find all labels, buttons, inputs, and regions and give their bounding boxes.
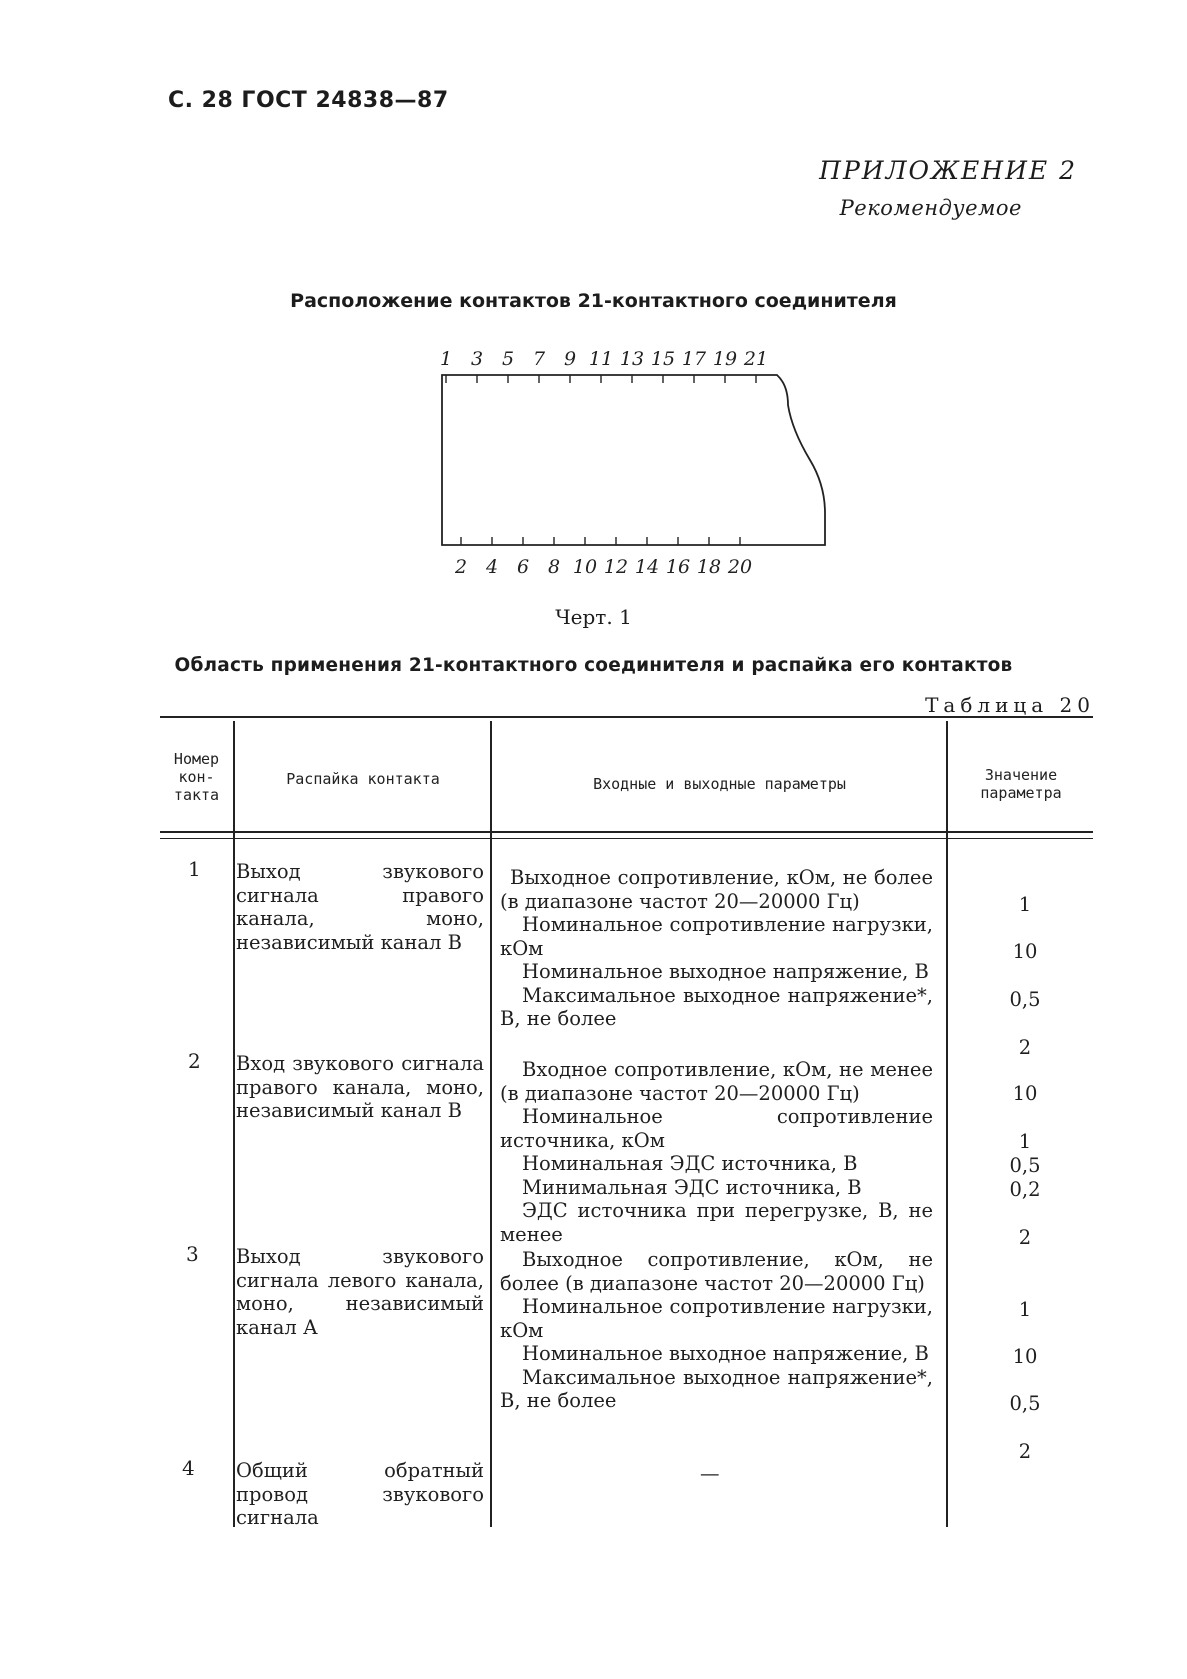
row-value: 0,5 [1009, 988, 1041, 1011]
row-value: 1 [1018, 1298, 1032, 1321]
row-value: 2 [1018, 1036, 1032, 1059]
pin-label-top: 7 [532, 348, 546, 370]
table-header-rule-2 [160, 838, 1093, 839]
pin-label-top: 21 [743, 348, 769, 370]
pin-label-bottom: 2 [454, 556, 468, 578]
column-divider-2 [490, 721, 492, 1527]
pin-label-bottom: 14 [634, 556, 660, 578]
parameter: Входное сопротивление, кОм, не менее (в диапазоне частот 20—20000 Гц) [500, 1058, 933, 1105]
parameter: Номинальное выходное напряжение, В [522, 1342, 929, 1365]
pin-label-top: 13 [619, 348, 645, 370]
parameter: Номинальное сопротивление источника, кОм [500, 1105, 933, 1152]
row-value: 0,2 [1009, 1178, 1041, 1201]
column-divider-1 [233, 721, 235, 1527]
row-value: 2 [1018, 1440, 1032, 1463]
row-number: 1 [188, 857, 201, 881]
row-value: 0,5 [1009, 1154, 1041, 1177]
parameter: Максимальное выходное напряжение*, В, не более [500, 983, 933, 1030]
table-top-rule [160, 716, 1093, 718]
row-value: 0,5 [1009, 1392, 1041, 1415]
parameter: Максимальное выходное напряжение*, В, не более [500, 1365, 933, 1412]
pin-label-top: 9 [563, 348, 577, 370]
parameter: Номинальная ЭДС источника, В [522, 1152, 858, 1175]
page-header: С. 28 ГОСТ 24838—87 [168, 88, 449, 113]
row-description: Выход звукового сигнала левого канала, моно, независимый канал А [236, 1245, 484, 1339]
parameter: ЭДС источника при перегрузке, В, не менее [500, 1199, 933, 1246]
row-value: 10 [1012, 940, 1038, 963]
figure-caption: Черт. 1 [555, 605, 632, 629]
row-number: 4 [182, 1456, 195, 1480]
row-value: 10 [1012, 1082, 1038, 1105]
pin-label-bottom: 4 [485, 556, 499, 578]
row-description: Выход звукового сигнала правого канала, моно, независимый канал В [236, 860, 484, 954]
pin-label-top: 17 [681, 348, 707, 370]
row-number: 2 [188, 1049, 201, 1073]
pin-label-bottom: 12 [603, 556, 629, 578]
table-title: Область применения 21-контактного соединителя и распайка его контактов [174, 655, 1013, 676]
row-value: 2 [1018, 1226, 1032, 1249]
pin-label-bottom: 8 [547, 556, 561, 578]
pin-label-bottom: 20 [727, 556, 753, 578]
pin-label-bottom: 10 [572, 556, 598, 578]
connector-diagram [420, 345, 840, 580]
connector-outline [442, 375, 825, 545]
parameter: Номинальное сопротивление нагрузки, кОм [500, 1295, 933, 1342]
row-parameters [500, 1058, 933, 1246]
pin-label-bottom: 6 [516, 556, 530, 578]
pin-label-top: 19 [712, 348, 738, 370]
parameter: Выходное сопротивление, кОм, не более (в диапазоне частот 20—20000 Гц) [500, 866, 933, 913]
header-contact-number: Номер кон- такта [173, 750, 220, 804]
appendix-title: ПРИЛОЖЕНИЕ 2 [819, 156, 1077, 185]
header-parameters: Входные и выходные параметры [593, 775, 846, 793]
row-parameters [500, 866, 933, 1031]
pin-label-top: 5 [501, 348, 515, 370]
table-label: Таблица 20 [925, 693, 1095, 717]
pin-label-top: 11 [588, 348, 614, 370]
figure-title: Расположение контактов 21-контактного соединителя [290, 290, 897, 312]
row-description: Общий обратный провод звукового сигнала [236, 1459, 484, 1529]
row-parameters: — [700, 1462, 720, 1485]
row-description: Вход звукового сигнала правого канала, моно, независимый канал В [236, 1052, 484, 1122]
pin-label-bottom: 16 [665, 556, 691, 578]
pin-label-top: 1 [439, 348, 453, 370]
column-divider-3 [946, 721, 948, 1527]
pin-label-bottom: 18 [696, 556, 722, 578]
row-value: 10 [1012, 1345, 1038, 1368]
pin-label-top: 15 [650, 348, 676, 370]
pin-label-top: 3 [470, 348, 484, 370]
parameter: Выходное сопротивление, кОм, не более (в диапазоне частот 20—20000 Гц) [500, 1248, 933, 1295]
row-number: 3 [186, 1242, 199, 1266]
row-value: 1 [1018, 1130, 1032, 1153]
header-value: Значение параметра [980, 766, 1062, 802]
row-parameters [500, 1248, 933, 1413]
parameter: Номинальное сопротивление нагрузки, кОм [500, 913, 933, 960]
appendix-subtitle: Рекомендуемое [839, 196, 1022, 220]
parameter: Минимальная ЭДС источника, В [522, 1175, 862, 1199]
table-header-rule [160, 831, 1093, 833]
header-wiring: Распайка контакта [286, 770, 440, 788]
parameter: Номинальное выходное напряжение, В [522, 960, 929, 983]
row-value: 1 [1018, 893, 1032, 916]
